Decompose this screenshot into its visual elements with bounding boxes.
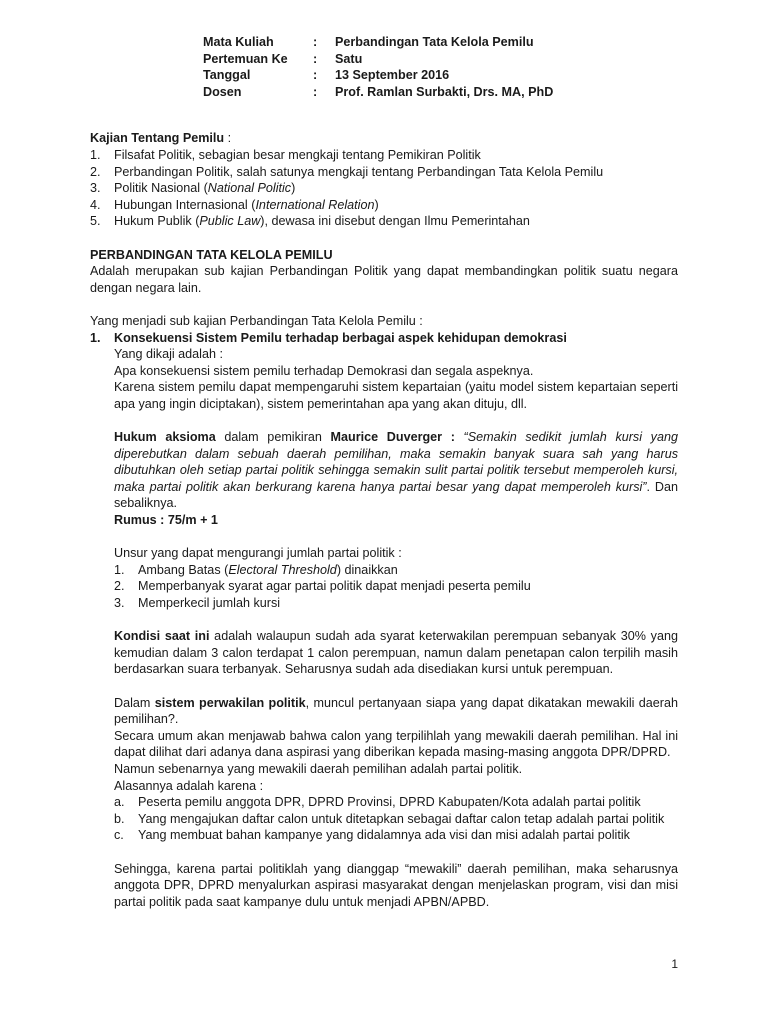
meta-value: 13 September 2016	[335, 68, 450, 83]
secara-umum-paragraph: Secara umum akan menjawab bahwa calon yang terpilihlah yang mewakili daerah pemilihan. Hal ini dapat dilihat dari adanya dana aspirasi yang diberikan kepada masing-masing anggota DPR/DPRD.	[114, 728, 678, 760]
namun-paragraph: Namun sebenarnya yang mewakili daerah pemilihan adalah partai politik.	[114, 761, 523, 776]
italic-term: International Relation	[255, 197, 375, 212]
text-run: Politik Nasional (	[114, 181, 208, 196]
dikaji-point-2: Karena sistem pemilu dapat mempengaruhi sistem kepartaian (yaitu model sistem kepartaian seperti apa yang ingin diciptakan), sistem pemerintahan apa yang akan dituju, dll.	[114, 380, 678, 411]
list-text	[138, 562, 678, 579]
bold-term: Maurice Duverger :	[330, 430, 455, 445]
alasan-intro: Alasannya adalah karena :	[114, 778, 264, 793]
bold-term: sistem perwakilan politik	[154, 695, 306, 710]
text-run: dalam pemikiran	[215, 430, 331, 445]
meta-row-course	[203, 34, 678, 51]
list-item	[90, 164, 678, 181]
meta-row-date	[203, 67, 678, 84]
list-item	[114, 578, 678, 595]
text-run: Ambang Batas (	[138, 562, 229, 577]
list-item	[90, 147, 678, 164]
list-text	[114, 197, 678, 214]
list-number: 1.	[90, 147, 101, 162]
sub-kajian-body	[90, 346, 678, 910]
text-run: . Dan sebaliknya.	[114, 479, 678, 511]
ptkp-heading: PERBANDINGAN TATA KELOLA PEMILU	[90, 247, 333, 262]
bold-term: Hukum aksioma	[114, 430, 216, 445]
meta-key: Mata Kuliah	[203, 35, 274, 49]
alasan-list	[114, 794, 678, 844]
meta-key: Tanggal	[203, 68, 251, 83]
list-text: Memperkecil jumlah kursi	[138, 596, 281, 610]
meta-key: Dosen	[203, 84, 242, 99]
list-item	[90, 197, 678, 214]
ptkp-definition: Adalah merupakan sub kajian Perbandingan Politik yang dapat membandingkan politik suatu negara dengan negara lain.	[90, 264, 678, 295]
meta-value: Satu	[335, 51, 363, 66]
meta-row-meeting	[203, 51, 678, 68]
list-item	[90, 213, 678, 230]
text-run: adalah walaupun sudah ada syarat keterwakilan perempuan sebanyak 30% yang kemudian dalam 3 calon terdapat 1 calon perempuan, namun dalam penetapan calon terpilih masih berdasarkan suara terbanyak. Seharusnya sudah ada disediakan kursi untuk perempuan.	[114, 629, 678, 677]
list-number: 2.	[114, 579, 125, 594]
meta-value: Perbandingan Tata Kelola Pemilu	[335, 35, 534, 49]
list-item	[114, 562, 678, 579]
italic-term: Electoral Threshold	[228, 562, 337, 577]
list-letter: c.	[114, 828, 124, 843]
list-text: Filsafat Politik, sebagian besar mengkaji tentang Pemikiran Politik	[114, 147, 481, 162]
list-number: 2.	[90, 164, 101, 179]
list-item	[114, 827, 678, 844]
italic-quote: “Semakin sedikit jumlah kursi yang diperebutkan dalam sebuah daerah pemilihan, maka semakin banyak suara sah yang harus dibutuhkan oleh setiap partai politik sehingga semakin sulit partai politik tersebut memperoleh kursi, maka partai politik akan berkurang karena hanya partai besar yang dapat memperoleh kursi”	[114, 430, 678, 494]
hukum-aksioma-paragraph	[114, 429, 678, 512]
sub-kajian-intro: Yang menjadi sub kajian Perbandingan Tata Kelola Pemilu :	[90, 313, 423, 328]
list-number: 1.	[114, 562, 125, 577]
sub-kajian-title-row	[90, 330, 678, 347]
text-run: ), dewasa ini disebut dengan Ilmu Pemerintahan	[260, 214, 530, 229]
ptkp-section	[90, 247, 678, 297]
list-item	[114, 794, 678, 811]
list-number: 3.	[114, 596, 125, 610]
meta-colon: :	[313, 51, 318, 66]
course-metadata	[203, 34, 678, 100]
unsur-intro: Unsur yang dapat mengurangi jumlah partai politik :	[114, 546, 402, 561]
kajian-title: Kajian Tentang Pemilu	[90, 131, 225, 146]
meta-row-lecturer	[203, 84, 678, 101]
text-run: )	[291, 181, 296, 196]
list-number: 5.	[90, 214, 101, 229]
text-run: , muncul pertanyaan siapa yang dapat dikatakan mewakili daerah pemilihan?.	[114, 695, 679, 727]
text-run: Hukum Publik (	[114, 214, 200, 229]
sistem-perwakilan-paragraph	[114, 695, 678, 728]
sub-kajian-item	[90, 330, 678, 347]
list-number: 3.	[90, 181, 101, 196]
list-text	[114, 180, 678, 197]
kajian-title-suffix: :	[224, 131, 232, 146]
meta-value: Prof. Ramlan Surbakti, Drs. MA, PhD	[335, 84, 554, 99]
list-text: Yang membuat bahan kampanye yang didalamnya ada visi dan misi adalah partai politik	[138, 828, 630, 843]
kajian-heading	[90, 130, 678, 147]
meta-colon: :	[313, 35, 318, 49]
list-text: Yang mengajukan daftar calon untuk ditetapkan sebagai daftar calon tetap adalah partai politik	[138, 811, 665, 826]
list-text: Perbandingan Politik, salah satunya mengkaji tentang Perbandingan Tata Kelola Pemilu	[114, 164, 604, 179]
list-letter: b.	[114, 811, 125, 826]
list-number: 1.	[90, 330, 101, 345]
page-number: 1	[671, 957, 678, 971]
list-item	[114, 595, 678, 612]
text-run: ) dinaikkan	[336, 562, 398, 577]
rumus: Rumus : 75/m + 1	[114, 513, 218, 528]
kajian-list	[90, 147, 678, 230]
list-text: Peserta pemilu anggota DPR, DPRD Provinsi, DPRD Kabupaten/Kota adalah partai politik	[138, 795, 641, 810]
sub-kajian-section	[90, 313, 678, 910]
dikaji-point-1: Apa konsekuensi sistem pemilu terhadap Demokrasi dan segala aspeknya.	[114, 363, 534, 378]
list-number: 4.	[90, 197, 101, 212]
meta-key: Pertemuan Ke	[203, 51, 288, 66]
text-run: Dalam	[114, 695, 155, 710]
bold-term: Kondisi saat ini	[114, 629, 210, 644]
kajian-section	[90, 130, 678, 230]
italic-term: Public Law	[199, 214, 261, 229]
list-text	[114, 213, 678, 230]
sehingga-paragraph: Sehingga, karena partai politiklah yang dianggap “mewakili” daerah pemilihan, maka seharusnya anggota DPR, DPRD menyalurkan aspirasi masyarakat dengan menjelaskan program, visi dan misi partai politik pada saat kampanye dulu untuk menjadi APBN/APBD.	[114, 861, 678, 909]
dikaji-label: Yang dikaji adalah :	[114, 347, 223, 362]
italic-term: National Politic	[207, 181, 292, 196]
meta-colon: :	[313, 84, 318, 99]
meta-colon: :	[313, 68, 318, 83]
kondisi-paragraph	[114, 628, 678, 678]
text-run: )	[374, 197, 379, 212]
list-text: Memperbanyak syarat agar partai politik dapat menjadi peserta pemilu	[138, 579, 531, 594]
list-item	[114, 811, 678, 828]
list-letter: a.	[114, 795, 125, 810]
list-item	[90, 180, 678, 197]
unsur-list	[114, 562, 678, 612]
sub-kajian-title: Konsekuensi Sistem Pemilu terhadap berbagai aspek kehidupan demokrasi	[114, 330, 567, 345]
text-run: Hubungan Internasional (	[114, 197, 256, 212]
